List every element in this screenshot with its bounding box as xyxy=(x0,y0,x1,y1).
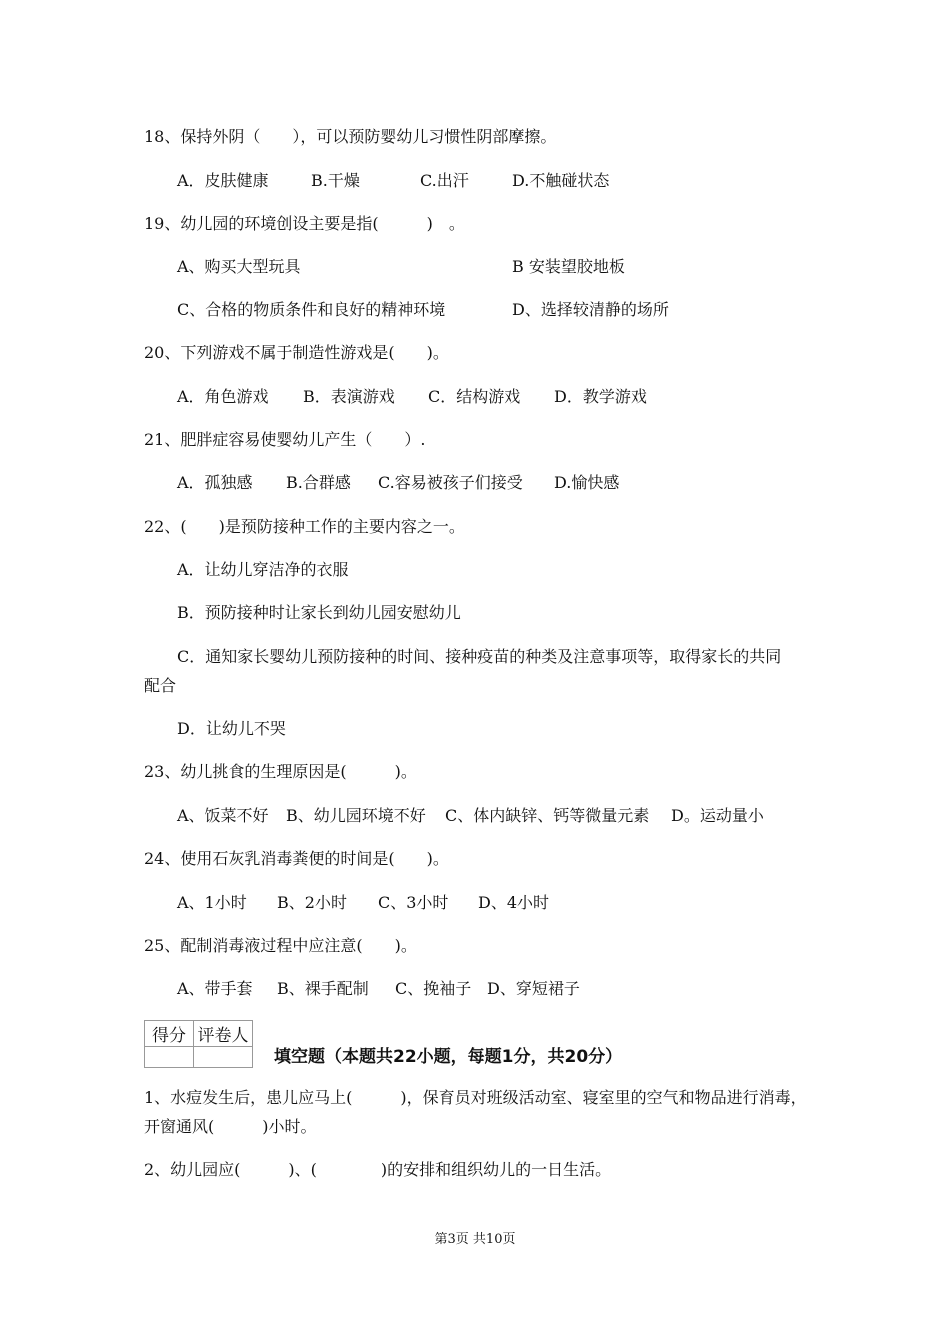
question-18-option-c: C.出汗 xyxy=(420,171,469,190)
page-footer: 第3页 共10页 xyxy=(434,1232,516,1247)
question-22-option-b: B．预防接种时让家长到幼儿园安慰幼儿 xyxy=(177,603,461,622)
fill-question-2-line-1: 2、幼儿园应( )、( )的安排和组织幼儿的一日生活。 xyxy=(144,1160,612,1179)
grader-cell xyxy=(194,1047,253,1068)
question-21-stem: 21、肥胖症容易使婴幼儿产生（ ）. xyxy=(144,430,426,449)
question-22-option-c-continuation: 配合 xyxy=(144,676,177,695)
question-23-option-c: C、体内缺锌、钙等微量元素 xyxy=(445,806,650,825)
question-19-option-a: A、购买大型玩具 xyxy=(177,257,301,276)
question-22-stem: 22、( )是预防接种工作的主要内容之一。 xyxy=(144,517,465,536)
question-21-option-a: A．孤独感 xyxy=(177,473,253,492)
fill-question-1-line-2: 开窗通风( )小时。 xyxy=(144,1117,317,1136)
question-25-option-b: B、裸手配制 xyxy=(277,979,369,998)
question-18-stem: 18、保持外阴（ ），可以预防婴幼儿习惯性阴部摩擦。 xyxy=(144,127,557,146)
fill-question-1-line-1: 1、水痘发生后，患儿应马上( )，保育员对班级活动室、寝室里的空气和物品进行消毒， xyxy=(144,1088,807,1107)
question-20-stem: 20、下列游戏不属于制造性游戏是( )。 xyxy=(144,343,449,362)
question-20-option-d: D．教学游戏 xyxy=(554,387,647,406)
question-20-option-c: C．结构游戏 xyxy=(428,387,521,406)
score-cell xyxy=(145,1047,194,1068)
question-18-option-a: A．皮肤健康 xyxy=(177,171,269,190)
question-23-stem: 23、幼儿挑食的生理原因是( )。 xyxy=(144,762,417,781)
question-18-option-d: D.不触碰状态 xyxy=(512,171,610,190)
question-20-option-b: B．表演游戏 xyxy=(303,387,395,406)
question-22-option-d: D．让幼儿不哭 xyxy=(177,719,286,738)
question-24-option-d: D、4小时 xyxy=(478,893,550,912)
question-23-option-d: D。运动量小 xyxy=(671,806,764,825)
question-25-option-a: A、带手套 xyxy=(177,979,253,998)
question-19-option-b: B 安装望胶地板 xyxy=(512,257,625,276)
question-24-option-c: C、3小时 xyxy=(378,893,449,912)
question-25-stem: 25、配制消毒液过程中应注意( )。 xyxy=(144,936,417,955)
section-title: 填空题（本题共22小题，每题1分，共20分） xyxy=(274,1047,623,1067)
score-label: 得分 xyxy=(145,1021,194,1047)
question-18-option-b: B.干燥 xyxy=(311,171,360,190)
question-25-option-c: C、挽袖子 xyxy=(395,979,472,998)
question-20-option-a: A．角色游戏 xyxy=(177,387,269,406)
question-24-stem: 24、使用石灰乳消毒粪便的时间是( )。 xyxy=(144,849,449,868)
question-19-option-d: D、选择较清静的场所 xyxy=(512,300,669,319)
question-22-option-a: A．让幼儿穿洁净的衣服 xyxy=(177,560,349,579)
question-23-option-a: A、饭菜不好 xyxy=(177,806,269,825)
question-23-option-b: B、幼儿园环境不好 xyxy=(286,806,426,825)
question-21-option-c: C.容易被孩子们接受 xyxy=(378,473,523,492)
question-24-option-b: B、2小时 xyxy=(277,893,347,912)
score-box xyxy=(144,1020,253,1068)
question-19-option-c: C、合格的物质条件和良好的精神环境 xyxy=(177,300,446,319)
grader-label: 评卷人 xyxy=(194,1021,253,1047)
question-21-option-d: D.愉快感 xyxy=(554,473,620,492)
question-19-stem: 19、幼儿园的环境创设主要是指( ) 。 xyxy=(144,214,465,233)
question-25-option-d: D、穿短裙子 xyxy=(487,979,580,998)
question-22-option-c: C．通知家长婴幼儿预防接种的时间、接种疫苗的种类及注意事项等，取得家长的共同 xyxy=(177,647,782,666)
question-24-option-a: A、1小时 xyxy=(177,893,247,912)
question-21-option-b: B.合群感 xyxy=(286,473,351,492)
